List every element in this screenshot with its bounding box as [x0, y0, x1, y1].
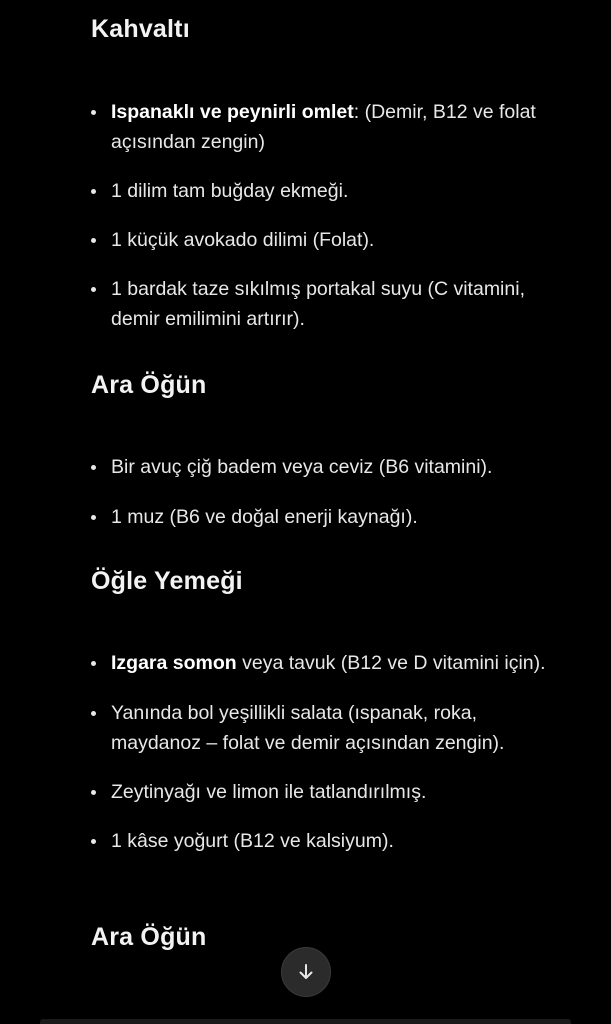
list-item	[91, 826, 571, 856]
item-text: 1 küçük avokado dilimi (Folat).	[111, 229, 375, 251]
bullet-dot	[91, 110, 96, 115]
item-text: Zeytinyağı ve limon ile tatlandırılmış.	[111, 781, 427, 803]
bullet-dot	[91, 839, 96, 844]
item-text: Yanında bol yeşillikli salata (ıspanak, roka, maydanoz – folat ve demir açısından zengin).	[111, 702, 505, 754]
list-item	[91, 176, 571, 206]
scroll-to-bottom-button[interactable]	[281, 947, 331, 997]
arrow-down-icon	[296, 962, 316, 982]
item-text: 1 bardak taze sıkılmış portakal suyu (C vitamini, demir emilimini artırır).	[111, 278, 525, 330]
item-text: veya tavuk (B12 ve D vitamini için).	[236, 652, 546, 674]
item-bold: Izgara somon	[111, 652, 237, 674]
kahvalti-list	[91, 97, 571, 334]
ogle-yemegi-list	[91, 648, 571, 856]
list-item	[91, 777, 571, 807]
composer-edge	[40, 1019, 571, 1024]
item-text: 1 muz (B6 ve doğal enerji kaynağı).	[111, 506, 418, 528]
bullet-dot	[91, 661, 96, 666]
bullet-dot	[91, 711, 96, 716]
section-title-ara-ogun-2: Ara Öğün	[91, 923, 207, 951]
bullet-dot	[91, 189, 96, 194]
list-item	[91, 648, 571, 678]
item-text: : (Demir, B12 ve folat açısından zengin)	[111, 101, 536, 153]
bullet-dot	[91, 790, 96, 795]
list-item	[91, 97, 571, 157]
bullet-dot	[91, 515, 96, 520]
section-title-ara-ogun: Ara Öğün	[91, 371, 207, 399]
list-item	[91, 698, 571, 758]
section-title-kahvalti: Kahvaltı	[91, 15, 190, 43]
item-text: Bir avuç çiğ badem veya ceviz (B6 vitamini).	[111, 456, 493, 478]
list-item	[91, 502, 571, 532]
ara-ogun-list	[91, 452, 571, 532]
section-title-ogle-yemegi: Öğle Yemeği	[91, 567, 243, 595]
list-item	[91, 452, 571, 482]
item-text: 1 kâse yoğurt (B12 ve kalsiyum).	[111, 830, 394, 852]
list-item	[91, 274, 571, 334]
bullet-dot	[91, 465, 96, 470]
item-text: 1 dilim tam buğday ekmeği.	[111, 180, 349, 202]
item-bold: Ispanaklı ve peynirli omlet	[111, 101, 354, 123]
list-item	[91, 225, 571, 255]
bullet-dot	[91, 238, 96, 243]
bullet-dot	[91, 287, 96, 292]
